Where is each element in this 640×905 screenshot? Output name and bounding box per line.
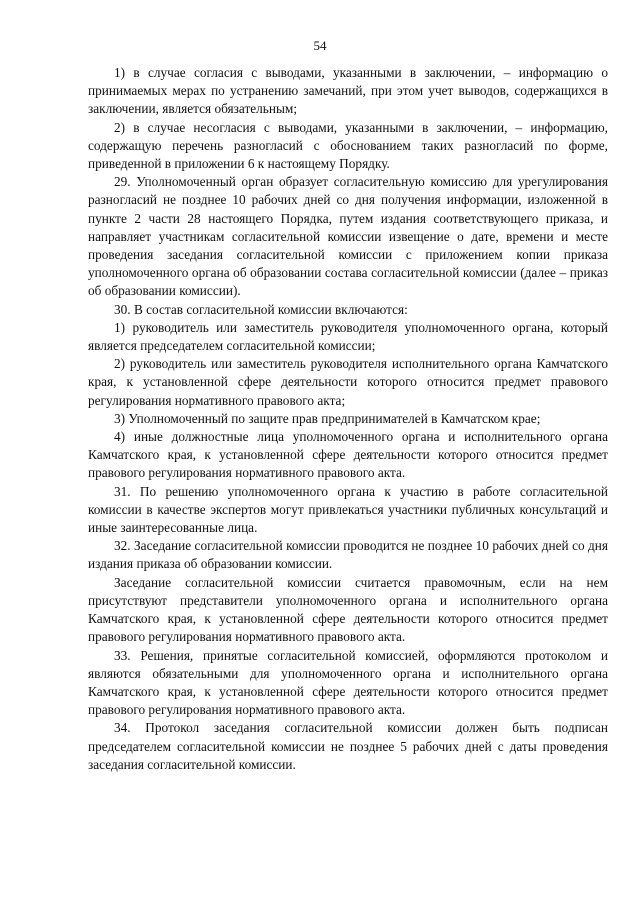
paragraph-clause-32: 32. Заседание согласительной комиссии проводится не позднее 10 рабочих дней со дня издания приказа об образовании комиссии. [88,538,608,572]
paragraph-clause-34: 34. Протокол заседания согласительной комиссии должен быть подписан председателем согласительной комиссии не позднее 5 рабочих дней с даты проведения заседания согласительной комиссии. [88,720,608,772]
paragraph-clause-30-item-4: 4) иные должностные лица уполномоченного органа и исполнительного органа Камчатского края, к установленной сфере деятельности которого относится предмет правового регулирования нормативного правового акта. [88,429,608,481]
paragraph-clause-30-item-2: 2) руководитель или заместитель руководителя исполнительного органа Камчатского края, к установленной сфере деятельности которого относится предмет правового регулирования нормативного правового акта; [88,356,608,408]
paragraph-item-1-agreement: 1) в случае согласия с выводами, указанными в заключении, – информацию о принимаемых мерах по устранению замечаний, при этом учет выводов, содержащихся в заключении, является обязательным; [88,65,608,117]
paragraph-clause-29: 29. Уполномоченный орган образует согласительную комиссию для урегулирования разногласий не позднее 10 рабочих дней со дня получения информации, изложенной в пункте 2 части 28 настоящего Порядка, путем издания соответствующего приказа, и направляет участникам согласительной комиссии извещение о дате, времени и месте проведения заседания согласительной комиссии с приложением копии приказа уполномоченного органа об образовании состава согласительной комиссии (далее – приказ об образовании комиссии). [88,174,608,299]
page-number: 54 [313,38,327,53]
paragraph-clause-31: 31. По решению уполномоченного органа к участию в работе согласительной комиссии в качестве экспертов могут привлекаться участники публичных консультаций и иные заинтересованные лица. [88,483,608,536]
paragraph-item-2-disagreement: 2) в случае несогласия с выводами, указанными в заключении, – информацию, содержащую перечень разногласий с обоснованием таких разногласий по форме, приведенной в приложении 6 к настоящему Порядку. [88,119,608,172]
paragraph-clause-30: 30. В состав согласительной комиссии включаются: [114,301,408,317]
paragraph-clause-30-item-3: 3) Уполномоченный по защите прав предпринимателей в Камчатском крае; [114,410,541,426]
paragraph-clause-33: 33. Решения, принятые согласительной комиссией, оформляются протоколом и являются обязательными для уполномоченного органа и исполнительного органа Камчатского края, к установленной сфере деятельности которого относится предмет правового регулирования нормативного правового акта. [88,647,608,718]
document-body [88,64,608,774]
paragraph-clause-32-quorum: Заседание согласительной комиссии считается правомочным, если на нем присутствуют представители уполномоченного органа и исполнительного органа Камчатского края, к установленной сфере деятельности которого относится предмет правового регулирования нормативного правового акта. [88,574,608,645]
paragraph-clause-30-item-1: 1) руководитель или заместитель руководителя уполномоченного органа, который является председателем согласительной комиссии; [88,319,608,354]
